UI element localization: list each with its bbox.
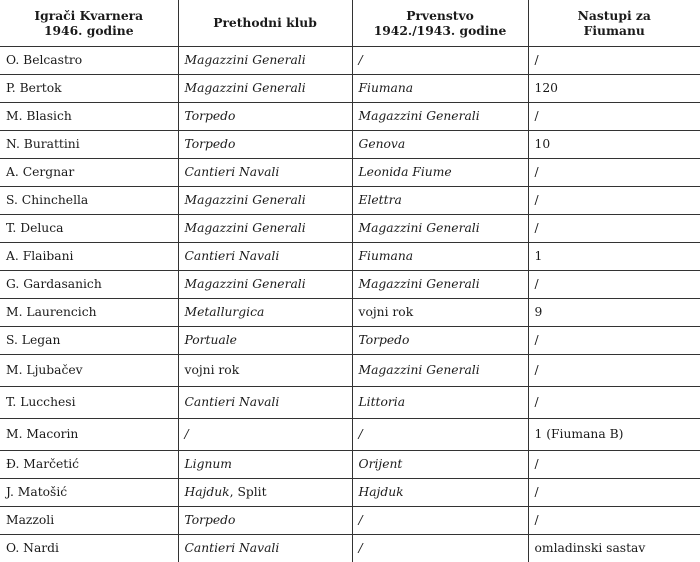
appearances-cell: 1	[528, 243, 700, 271]
player-cell: J. Matošić	[0, 479, 178, 507]
championship-cell	[352, 479, 528, 507]
appearances-cell: /	[528, 159, 700, 187]
header-row	[0, 0, 700, 47]
appearances-cell: /	[528, 103, 700, 131]
previous-club-cell	[178, 47, 352, 75]
table-row	[0, 159, 700, 187]
player-cell: O. Nardi	[0, 535, 178, 562]
cell-text: Elettra	[359, 193, 402, 207]
header-appearances: Nastupi za Fiumanu	[528, 0, 700, 47]
cell-text: /	[359, 513, 363, 527]
cell-text: Magazzini Generali	[359, 363, 480, 377]
championship-cell	[352, 131, 528, 159]
table-row	[0, 299, 700, 327]
cell-text: Metallurgica	[185, 305, 265, 319]
appearances-cell: 10	[528, 131, 700, 159]
previous-club-cell	[178, 271, 352, 299]
previous-club-cell	[178, 507, 352, 535]
player-cell: M. Ljubačev	[0, 355, 178, 387]
player-cell: Mazzoli	[0, 507, 178, 535]
player-cell: M. Macorin	[0, 419, 178, 451]
cell-text: Torpedo	[185, 513, 236, 527]
previous-club-cell	[178, 243, 352, 271]
cell-text: Torpedo	[185, 109, 236, 123]
previous-club-cell	[178, 419, 352, 451]
table-row	[0, 271, 700, 299]
cell-text: Torpedo	[359, 333, 410, 347]
previous-club-cell	[178, 479, 352, 507]
appearances-cell: /	[528, 387, 700, 419]
cell-text: Magazzini Generali	[185, 277, 306, 291]
cell-text: Magazzini Generali	[185, 81, 306, 95]
cell-text: Magazzini Generali	[185, 193, 306, 207]
championship-cell	[352, 187, 528, 215]
table-row	[0, 507, 700, 535]
previous-club-cell	[178, 75, 352, 103]
player-cell: T. Lucchesi	[0, 387, 178, 419]
header-previous-club: Prethodni klub	[178, 0, 352, 47]
appearances-cell: /	[528, 187, 700, 215]
appearances-cell: /	[528, 507, 700, 535]
table-row	[0, 355, 700, 387]
player-cell: M. Laurencich	[0, 299, 178, 327]
table-row	[0, 451, 700, 479]
previous-club-cell	[178, 327, 352, 355]
cell-text: Magazzini Generali	[185, 53, 306, 67]
championship-cell	[352, 419, 528, 451]
previous-club-cell	[178, 159, 352, 187]
cell-text: Magazzini Generali	[359, 277, 480, 291]
appearances-cell: omladinski sastav	[528, 535, 700, 562]
table-row	[0, 327, 700, 355]
table-row	[0, 47, 700, 75]
player-cell: T. Deluca	[0, 215, 178, 243]
player-cell: A. Flaibani	[0, 243, 178, 271]
previous-club-cell	[178, 355, 352, 387]
cell-text: Leonida Fiume	[359, 165, 452, 179]
table-row	[0, 419, 700, 451]
cell-text: /	[185, 427, 189, 441]
championship-cell	[352, 355, 528, 387]
table-row	[0, 479, 700, 507]
cell-text: Cantieri Navali	[185, 249, 280, 263]
championship-cell	[352, 535, 528, 562]
table-row	[0, 103, 700, 131]
table-row	[0, 243, 700, 271]
appearances-cell: /	[528, 47, 700, 75]
cell-text: Genova	[359, 137, 406, 151]
cell-text: Magazzini Generali	[359, 221, 480, 235]
cell-text: /	[359, 53, 363, 67]
cell-text: Orijent	[359, 457, 403, 471]
cell-text: Hajduk	[359, 485, 404, 499]
player-cell: P. Bertok	[0, 75, 178, 103]
cell-text: Cantieri Navali	[185, 541, 280, 555]
header-championship: Prvenstvo 1942./1943. godine	[352, 0, 528, 47]
player-cell: A. Cergnar	[0, 159, 178, 187]
player-cell: O. Belcastro	[0, 47, 178, 75]
cell-text: vojni rok	[359, 305, 414, 319]
championship-cell	[352, 215, 528, 243]
table-row	[0, 131, 700, 159]
player-cell: M. Blasich	[0, 103, 178, 131]
cell-text: Magazzini Generali	[359, 109, 480, 123]
previous-club-cell	[178, 103, 352, 131]
appearances-cell: /	[528, 215, 700, 243]
cell-text: /	[359, 427, 363, 441]
appearances-cell: 1 (Fiumana B)	[528, 419, 700, 451]
previous-club-cell	[178, 131, 352, 159]
cell-text: Cantieri Navali	[185, 395, 280, 409]
appearances-cell: 120	[528, 75, 700, 103]
championship-cell	[352, 299, 528, 327]
player-cell: S. Legan	[0, 327, 178, 355]
appearances-cell: /	[528, 451, 700, 479]
cell-text: Magazzini Generali	[185, 221, 306, 235]
championship-cell	[352, 47, 528, 75]
player-cell: N. Burattini	[0, 131, 178, 159]
championship-cell	[352, 451, 528, 479]
championship-cell	[352, 75, 528, 103]
player-cell: Đ. Marčetić	[0, 451, 178, 479]
cell-text: Littoria	[359, 395, 406, 409]
cell-text: Fiumana	[359, 81, 414, 95]
table-row	[0, 75, 700, 103]
cell-text: , Split	[230, 485, 267, 499]
championship-cell	[352, 159, 528, 187]
player-cell: G. Gardasanich	[0, 271, 178, 299]
cell-text: Hajduk	[185, 485, 230, 499]
championship-cell	[352, 271, 528, 299]
table-body	[0, 47, 700, 562]
player-cell: S. Chinchella	[0, 187, 178, 215]
championship-cell	[352, 103, 528, 131]
table-row	[0, 187, 700, 215]
previous-club-cell	[178, 299, 352, 327]
previous-club-cell	[178, 451, 352, 479]
table-row	[0, 535, 700, 562]
appearances-cell: /	[528, 479, 700, 507]
appearances-cell: 9	[528, 299, 700, 327]
championship-cell	[352, 387, 528, 419]
previous-club-cell	[178, 387, 352, 419]
table-row	[0, 387, 700, 419]
cell-text: Torpedo	[185, 137, 236, 151]
previous-club-cell	[178, 187, 352, 215]
header-players: Igrači Kvarnera 1946. godine	[0, 0, 178, 47]
appearances-cell: /	[528, 327, 700, 355]
table-row	[0, 215, 700, 243]
previous-club-cell	[178, 535, 352, 562]
cell-text: Fiumana	[359, 249, 414, 263]
appearances-cell: /	[528, 271, 700, 299]
cell-text: Lignum	[185, 457, 232, 471]
previous-club-cell	[178, 215, 352, 243]
cell-text: Cantieri Navali	[185, 165, 280, 179]
championship-cell	[352, 327, 528, 355]
cell-text: vojni rok	[185, 363, 240, 377]
cell-text: /	[359, 541, 363, 555]
appearances-cell: /	[528, 355, 700, 387]
championship-cell	[352, 507, 528, 535]
championship-cell	[352, 243, 528, 271]
cell-text: Portuale	[185, 333, 237, 347]
